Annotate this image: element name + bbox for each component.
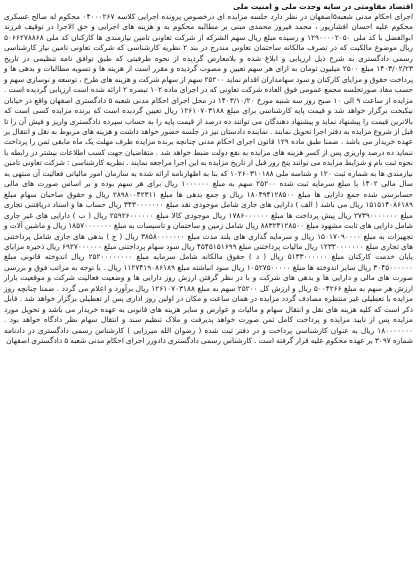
notice-body: اجرای احکام مدنی شعبه۵اصفهان در نظر دارد جلسه مزایده ای درخصوص پرونده اجرایی کلاسه ۰۴۰۰۰۲۶۷ محکوم له صالح عسکری محکوم علیه احسان افشارپور ، محمد فیروز محمدی مبنی بر مطالبه محکوم به و هزینه های اجرایی و حق الاجرا در توقیف فرزند ابوالفضل با کد ملی ۱۲۹۰۰۰۰۲۰۵۰ و رسیده مبلغ ریال سهم الشرکه از شرکت تعاونی تامین نیازمندی ها کارکنان کد ملی ۵۰۶۶۲۷۸۸۶۸ ریال موضوع مالکیت که در تصرف مالکانه ساختمان تعاونی مندرج در بند ۲ نظریه کارشناسی که شرکت تعاونی تامین نیاز کارشناسی رسمی دادگستری به شرح ذیل ارزیابی و ابلاغ شده و بلامعارض گردیده از نحوه ظرفیتی که طبق توافق نامه تنظیمی در تاریخ ۱۴۰۳/۰۲/۲۳ مبلغ ۲۵۰۰ میلیون تومان به ازای هر سهم تعیین و مصوب گردیده و مقرر است از هزینه ها و تسویه مطالبات و بدهی ها و پرداخت حقوق و مزایای کارکنان و سود سهامداران اقدام نماید ۲۵۲۰۰ سهم از سهام شرکت و هزینه های طرح ، توسعه و نوسازی سهم و حسب مفاد صورتجلسه مجمع عمومی فوق العاده شرکت تعاونی که در اجرای ماده ۱۰۲ تبصره ۲ ارائه شده است ارزیابی گردیده است . مزایده از ساعت ۹ الی ۱۰ صبح روز سه شنبه مورخ ۱۴۰۳/۱۰/۲۰ در محل اجرای احکام مدنی شعبه ۵ دادگستری اصفهان واقع در خیابان نیکبخت برگزار خواهد شد و قیمت پایه کارشناسی برای مبلغ ۱۲۶۱۰۷۰۳۱۸۸ ریال تعیین گردیده است که برنده مزایده کسی است که بالاترین قیمت را پیشنهاد نماید و پیشنهاد دهندگان می توانند ده درصد از قیمت پایه را به حساب سپرده دادگستری واریز و فیش آن را تا قبل از شروع مزایده به دفتر اجرا تحویل نمایند . نماینده دادستان نیز در جلسه حضور خواهد داشت و هزینه های مربوط به نقل و انتقال بر عهده خریدار می باشد . ضمنا طبق ماده ۱۲۹ قانون اجرای احکام مدنی چنانچه برنده مزایده ظرف مهلت یک ماه مابقی ثمن را پرداخت ننماید ده درصد واریزی پس از کسر هزینه های مزایده به نفع دولت ضبط خواهد شد . متقاضیان جهت کسب اطلاعات بیشتر در رابطه با نحوه ثبت نام و شرایط مزایده می توانند پنج روز قبل از تاریخ مزایده به این اجرا مراجعه نمایند . نظریه کارشناسی : شرکت تعاونی تامین نیازمندی ها به شماره ثبت ۱۲۰ و شناسه ملی ۱۰۲۶۰۳۱۰۱۸۸ که بنا به اظهارنامه ارائه شده به سازمان امور مالیاتی فعالیت آن منتهی به سال مالی ۱۴۰۲ با مبلغ سرمایه ثبت شده ۲۵۲۰۰ سهم به مبلغ ۱۰۰۰۰۰۰ ریال برای هر سهم بوده و بر اساس صورت های مالی حسابرسی شده جمع دارایی ها مبلغ ۱۸۰۴۹۴۱۲۸۵۰۰ ریال و جمع بدهی ها مبلغ ۲۸۹۸۰۰۴۲۳۱۱ ریال و حقوق صاحبان سهام مبلغ ۱۵۱۵۱۴۰۸۶۱۸۹ ریال می باشد ( الف ) دارایی های جاری شامل موجودی نقد مبلغ ۳۴۳۰۰۰۰۰۰۰ ریال حساب ها و اسناد دریافتنی تجاری مبلغ ۲۷۳۹۰۰۰۰۰۰۰ ریال پیش پرداخت ها مبلغ ۱۷۸۶۰۰۰۰۰۰ ریال موجودی کالا مبلغ ۲۵۹۲۶۰۰۰۰۰۰ ریال ( ب ) دارایی های غیر جاری شامل دارایی های ثابت مشهود مبلغ ۸۸۳۲۴۱۲۸۵۰۰ ریال شامل زمین و ساختمان و تاسیسات به مبلغ ۱۸۵۷۰۰۰۰۰۰۰ ریال و ماشین آلات و تجهیزات به مبلغ ۱۵۰۱۷۰۹۰۰۰۰ ریال و سرمایه گذاری های بلند مدت مبلغ ۳۸۵۸۰۰۰۰۰۰۰ ریال ( ج ) بدهی های جاری شامل پرداختنی های تجاری مبلغ ۱۲۳۳۰۰۰۰۰۰۰ ریال مالیات پرداختنی مبلغ ۴۵۴۵۱۵۱۶۹۹ ریال سود سهام پرداختنی مبلغ ۶۹۲۷۰۰۰۰۰۰ ریال ذخیره مزایای پایان خدمت کارکنان مبلغ ۵۱۳۳۰۰۰۰۰۰ ریال ( د ) حقوق مالکانه شامل سرمایه مبلغ ۲۵۲۰۰۰۰۰۰۰۰ ریال اندوخته قانونی مبلغ ۳۰۴۵۰۰۰۰۰۰ ریال سایر اندوخته ها مبلغ ۱۰۵۲۷۵۰۰۰۰۰ ریال سود انباشته مبلغ ۱۱۲۷۴۱۹۰۸۶۱۸۹ ریال . با توجه به مراتب فوق و بررسی صورت های مالی و دارایی ها و بدهی های شرکت و با در نظر گرفتن ارزش روز دارایی ها و وضعیت فعالیت شرکت و موقعیت بازار ارزش هر سهم به مبلغ ۵۰۰۴۲۶۶ ریال و ارزش کل ۲۵۲۰۰ سهم به مبلغ ۱۲۶۱۰۷۰۳۱۸۸ ریال برآورد و اعلام می گردد . ضمنا چنانچه روز مزایده با تعطیلی غیر منتظره مصادف گردد مزایده در همان ساعت و مکان در اولین روز اداری پس از تعطیلی برگزار خواهد شد . قابل ذکر است که کلیه هزینه های نقل و انتقال سهام و مالیات و عوارض و سایر هزینه های قانونی به عهده خریدار می باشد و تحویل مورد مزایده پس از تایید مزایده و پرداخت کامل ثمن صورت خواهد پذیرفت و ملاک تنظیم سند و انتقال سهام نظر دادگاه خواهد بود . ۱۸۰۰۰۰۰۰۰ ریال به عنوان کارشناسی پرداخت و در دفتر ثبت شده ( رضوان الله میرزایی ) کارشناس رسمی دادگستری در دادنامه شماره ۳۰۹۷ بر عهده محکوم علیه قرار گرفته است . کارشناس رسمی دادگستری دادورز اجرای احکام مدنی شعبه ۵ دادگستری اصفهان bbox=[4, 12, 414, 346]
notice-title: اقتصاد مقاومتی در سایه وحدت ملی و امنیت ملی bbox=[233, 2, 413, 11]
